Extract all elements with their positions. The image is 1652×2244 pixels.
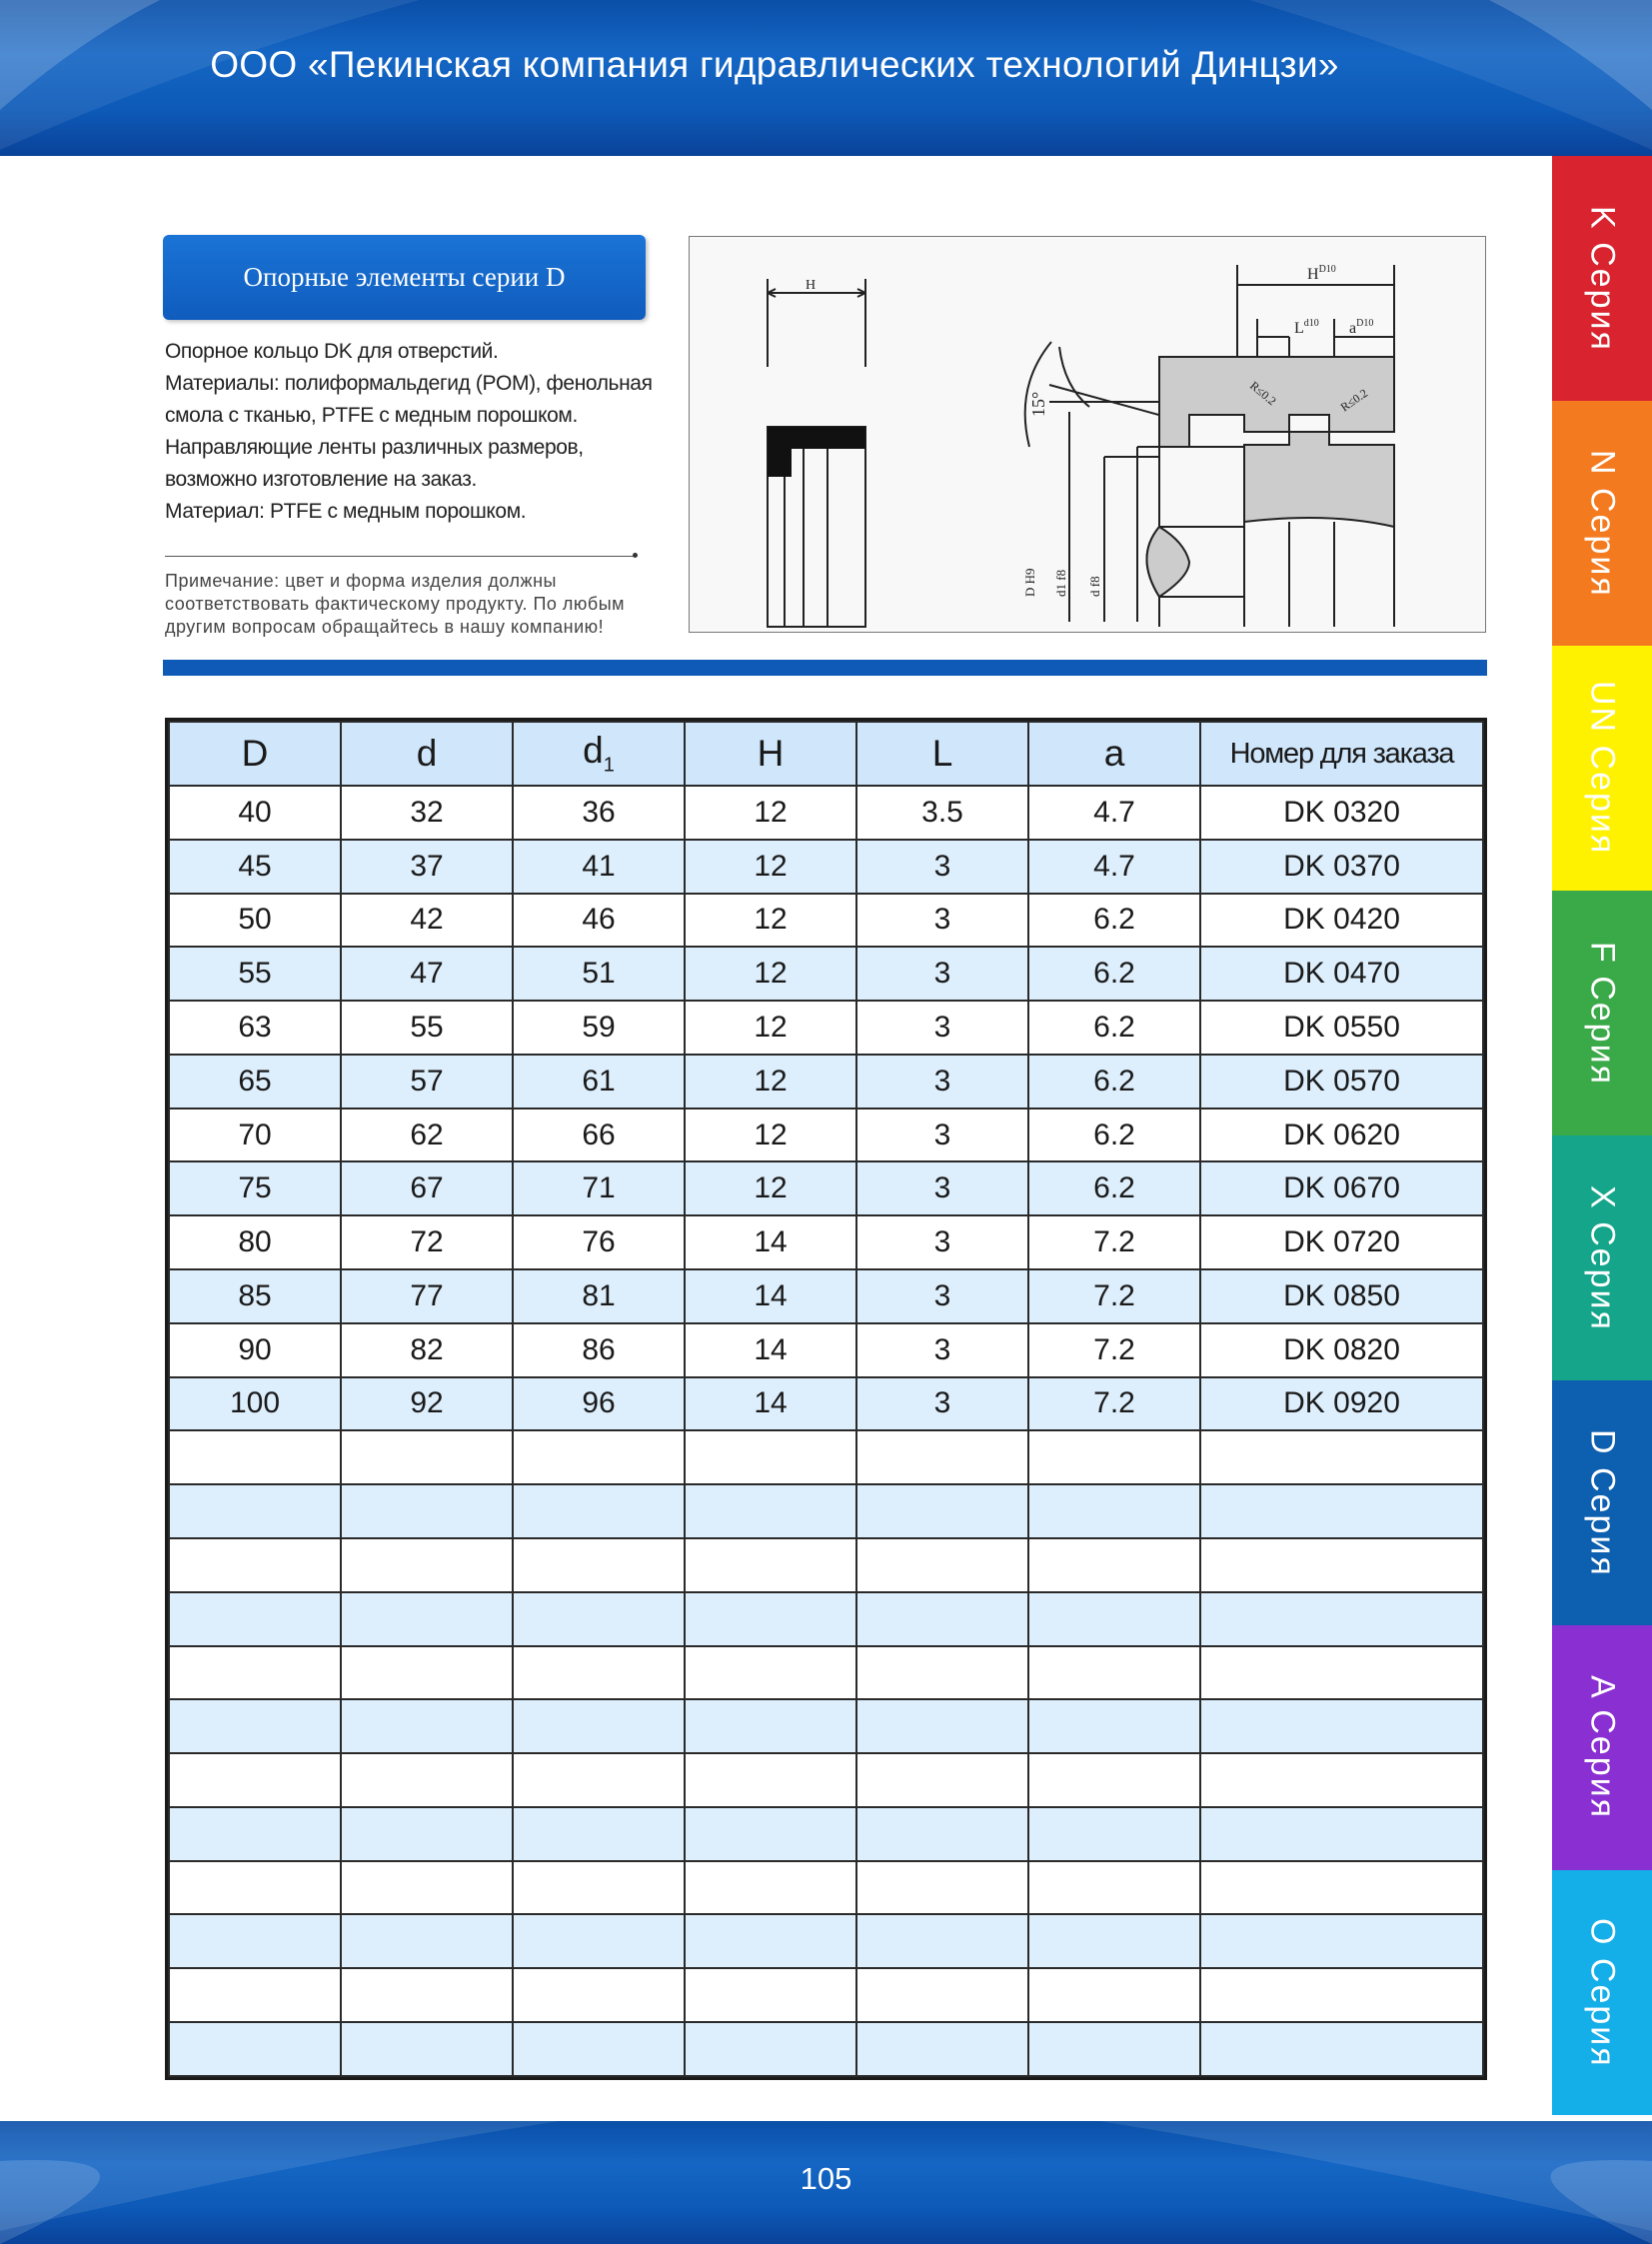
table-body [169,786,1483,2076]
empty-cell [1200,1538,1483,1592]
cell-d-outer: 50 [169,894,341,948]
empty-cell [685,1430,856,1484]
empty-cell [169,1807,341,1861]
table-row-empty [169,1699,1483,1753]
table-row [169,1001,1483,1055]
empty-cell [856,1807,1028,1861]
empty-cell [685,1592,856,1646]
empty-cell [513,1484,685,1538]
radius-label-1: R≤0.2 [1247,378,1279,409]
cell-h: 12 [685,894,856,948]
empty-cell [685,1646,856,1700]
cell-a: 7.2 [1028,1269,1200,1323]
empty-cell [856,1592,1028,1646]
cell-a: 6.2 [1028,894,1200,948]
drawing-svg [690,237,1485,632]
cell-order-number: DK 0720 [1200,1215,1483,1269]
page-number: 105 [800,2161,852,2196]
empty-cell [856,1484,1028,1538]
empty-cell [1028,1430,1200,1484]
empty-cell [685,1538,856,1592]
diameter-label-df8: d f8 [1087,576,1102,597]
cell-d-inner: 47 [341,947,513,1001]
cell-h: 14 [685,1377,856,1431]
cell-d-inner: 55 [341,1001,513,1055]
empty-cell [856,1430,1028,1484]
cell-d-inner: 42 [341,894,513,948]
empty-cell [856,1646,1028,1700]
description-line: Опорное кольцо DK для отверстий. [165,340,499,363]
cell-d1: 46 [513,894,685,948]
table-row-empty [169,1430,1483,1484]
cell-h: 14 [685,1215,856,1269]
empty-cell [1200,1646,1483,1700]
cell-d-inner: 82 [341,1323,513,1377]
cell-order-number: DK 0370 [1200,840,1483,894]
empty-cell [169,1430,341,1484]
empty-cell [685,1753,856,1807]
empty-cell [513,1914,685,1968]
series-tabs [1552,156,1652,2115]
table-row-empty [169,1646,1483,1700]
empty-cell [685,1807,856,1861]
empty-cell [1028,1861,1200,1915]
empty-cell [856,1753,1028,1807]
description-line: возможно изготовление на заказ. [165,468,477,491]
table-row-empty [169,2022,1483,2076]
cell-d1: 51 [513,947,685,1001]
product-description [165,336,655,528]
empty-cell [513,1968,685,2022]
description-line: смола с тканью, PTFE с медным порошком. [165,404,578,427]
empty-cell [1028,1753,1200,1807]
cell-d-outer: 40 [169,786,341,840]
cell-h: 14 [685,1269,856,1323]
empty-cell [1200,2022,1483,2076]
page-footer [0,2121,1652,2244]
empty-cell [169,1646,341,1700]
cell-d-inner: 37 [341,840,513,894]
table-row [169,947,1483,1001]
empty-cell [169,1861,341,1915]
empty-cell [341,1430,513,1484]
empty-cell [341,1592,513,1646]
cell-d1: 36 [513,786,685,840]
cell-d1: 76 [513,1215,685,1269]
angle-label: 15° [1028,391,1048,417]
cell-order-number: DK 0820 [1200,1323,1483,1377]
empty-cell [513,1861,685,1915]
empty-cell [513,1538,685,1592]
series-tab[interactable] [1552,646,1652,891]
series-tab-label: K Серия [1583,205,1622,352]
table-row-empty [169,1753,1483,1807]
section-divider-bar [163,660,1487,676]
series-tab[interactable] [1552,401,1652,646]
cell-h: 12 [685,1001,856,1055]
cell-d1: 41 [513,840,685,894]
section-title-box [163,235,646,320]
cell-l: 3 [856,1215,1028,1269]
empty-cell [341,2022,513,2076]
table-row [169,786,1483,840]
cell-d1: 86 [513,1323,685,1377]
description-line: Материалы: полиформальдегид (POM), фенольная [165,372,653,395]
empty-cell [856,1968,1028,2022]
cell-order-number: DK 0620 [1200,1109,1483,1162]
empty-cell [1028,1484,1200,1538]
table-row-empty [169,1807,1483,1861]
cell-d-outer: 65 [169,1055,341,1109]
empty-cell [1200,1699,1483,1753]
empty-cell [513,1592,685,1646]
cell-l: 3 [856,1109,1028,1162]
section-title: Опорные элементы серии D [243,262,566,292]
cell-d1: 66 [513,1109,685,1162]
cell-d-inner: 32 [341,786,513,840]
description-line: Направляющие ленты различных размеров, [165,436,584,459]
cell-l: 3 [856,1377,1028,1431]
empty-cell [341,1861,513,1915]
empty-cell [169,1484,341,1538]
empty-cell [856,1914,1028,1968]
technical-drawing [689,236,1486,633]
cell-a: 4.7 [1028,840,1200,894]
note [165,570,645,639]
cell-d1: 61 [513,1055,685,1109]
empty-cell [1028,1699,1200,1753]
table-row [169,1269,1483,1323]
divider-dot [633,553,638,558]
dimensions-table [165,718,1487,2080]
dim-l: $L^{d10}$ [1294,318,1319,337]
cell-l: 3 [856,1001,1028,1055]
cell-h: 12 [685,786,856,840]
company-title: ООО «Пекинская компания гидравлических технологий Динцзи» [210,44,1339,85]
cell-a: 6.2 [1028,1161,1200,1215]
table-row [169,1109,1483,1162]
empty-cell [856,1538,1028,1592]
table-row-empty [169,1538,1483,1592]
cell-d1: 59 [513,1001,685,1055]
cell-d-inner: 92 [341,1377,513,1431]
cell-l: 3 [856,1269,1028,1323]
series-tab-label: UN Серия [1583,681,1622,856]
series-tab-label: D Серия [1583,1428,1622,1577]
series-tab[interactable] [1552,1870,1652,2115]
cell-a: 6.2 [1028,1109,1200,1162]
empty-cell [1028,2022,1200,2076]
empty-cell [1028,1968,1200,2022]
empty-cell [341,1968,513,2022]
empty-cell [169,1914,341,1968]
diameter-label-dh9: D H9 [1022,568,1037,597]
cell-h: 12 [685,947,856,1001]
dim-h-right: $H^{D10}$ [1307,264,1336,283]
empty-cell [856,1861,1028,1915]
cell-order-number: DK 0920 [1200,1377,1483,1431]
cell-l: 3 [856,1055,1028,1109]
table-row-empty [169,1861,1483,1915]
empty-cell [341,1753,513,1807]
cell-l: 3 [856,894,1028,948]
column-header-h: H [685,722,856,786]
dim-a: $a^{D10}$ [1349,318,1374,337]
empty-cell [341,1807,513,1861]
table-row-empty [169,1914,1483,1968]
empty-cell [685,1699,856,1753]
empty-cell [856,2022,1028,2076]
cell-d-outer: 55 [169,947,341,1001]
series-tab[interactable] [1552,891,1652,1135]
column-header-l: L [856,722,1028,786]
cell-d-inner: 57 [341,1055,513,1109]
cell-d-outer: 85 [169,1269,341,1323]
empty-cell [685,1484,856,1538]
column-header-d-inner: d [341,722,513,786]
empty-cell [685,2022,856,2076]
radius-label-2: R≤0.2 [1337,386,1370,415]
cell-h: 12 [685,1055,856,1109]
cell-d-outer: 75 [169,1161,341,1215]
empty-cell [1028,1914,1200,1968]
cell-l: 3.5 [856,786,1028,840]
empty-cell [169,1968,341,2022]
empty-cell [1200,1914,1483,1968]
empty-cell [685,1861,856,1915]
cell-h: 14 [685,1323,856,1377]
note-line: соответствовать фактическому продукту. По любым [165,594,626,614]
cell-d-outer: 90 [169,1323,341,1377]
empty-cell [1028,1646,1200,1700]
empty-cell [856,1699,1028,1753]
empty-cell [169,1753,341,1807]
empty-cell [169,1699,341,1753]
cell-d-inner: 77 [341,1269,513,1323]
note-line: другим вопросам обращайтесь в нашу компанию! [165,617,605,637]
cell-a: 6.2 [1028,1055,1200,1109]
cell-order-number: DK 0850 [1200,1269,1483,1323]
cell-order-number: DK 0420 [1200,894,1483,948]
cell-order-number: DK 0470 [1200,947,1483,1001]
cell-l: 3 [856,1323,1028,1377]
empty-cell [341,1538,513,1592]
cell-d-outer: 45 [169,840,341,894]
empty-cell [1028,1538,1200,1592]
series-tab-label: N Серия [1583,449,1622,598]
series-tab[interactable] [1552,1135,1652,1380]
table-row-empty [169,1484,1483,1538]
table-row [169,840,1483,894]
empty-cell [1200,1592,1483,1646]
empty-cell [1200,1484,1483,1538]
empty-cell [169,1538,341,1592]
cell-a: 4.7 [1028,786,1200,840]
column-header-d1: $d_1$ [513,722,685,786]
cell-a: 6.2 [1028,1001,1200,1055]
empty-cell [1200,1968,1483,2022]
cell-d-inner: 72 [341,1215,513,1269]
cell-l: 3 [856,947,1028,1001]
series-tab-label: F Серия [1583,941,1622,1086]
note-line: Примечание: цвет и форма изделия должны [165,571,557,591]
empty-cell [513,1646,685,1700]
column-header-a: a [1028,722,1200,786]
empty-cell [341,1914,513,1968]
empty-cell [1028,1807,1200,1861]
series-tab-label: O Серия [1583,1917,1622,2068]
cell-order-number: DK 0550 [1200,1001,1483,1055]
table-row [169,1215,1483,1269]
table-header-row [169,722,1483,786]
empty-cell [1028,1592,1200,1646]
cell-a: 6.2 [1028,947,1200,1001]
empty-cell [513,1699,685,1753]
table-row [169,1055,1483,1109]
cell-d-outer: 80 [169,1215,341,1269]
cell-d-inner: 62 [341,1109,513,1162]
empty-cell [513,1430,685,1484]
table-row-empty [169,1592,1483,1646]
empty-cell [685,1914,856,1968]
series-tab[interactable] [1552,1625,1652,1870]
cell-order-number: DK 0670 [1200,1161,1483,1215]
cell-a: 7.2 [1028,1215,1200,1269]
dim-h-left: H [805,278,817,293]
table-row-empty [169,1968,1483,2022]
empty-cell [341,1646,513,1700]
column-header-d-outer: D [169,722,341,786]
cell-l: 3 [856,1161,1028,1215]
empty-cell [513,1753,685,1807]
empty-cell [1200,1807,1483,1861]
empty-cell [169,1592,341,1646]
empty-cell [513,1807,685,1861]
cell-d-outer: 70 [169,1109,341,1162]
description-line: Материал: PTFE с медным порошком. [165,500,527,523]
series-tab-label: X Серия [1583,1184,1622,1331]
series-tab-label: A Серия [1583,1675,1622,1820]
cell-d-outer: 63 [169,1001,341,1055]
cell-l: 3 [856,840,1028,894]
cell-h: 12 [685,1109,856,1162]
column-header-order-number: Номер для заказа [1200,722,1483,786]
cell-d1: 71 [513,1161,685,1215]
page-header [0,0,1652,156]
table-row [169,894,1483,948]
cell-d1: 96 [513,1377,685,1431]
empty-cell [1200,1861,1483,1915]
cell-h: 12 [685,1161,856,1215]
cell-h: 12 [685,840,856,894]
empty-cell [1200,1753,1483,1807]
divider [165,556,637,557]
cell-a: 7.2 [1028,1323,1200,1377]
table-row [169,1161,1483,1215]
cell-a: 7.2 [1028,1377,1200,1431]
table-row [169,1377,1483,1431]
cell-d1: 81 [513,1269,685,1323]
empty-cell [169,2022,341,2076]
empty-cell [513,2022,685,2076]
empty-cell [685,1968,856,2022]
cell-d-outer: 100 [169,1377,341,1431]
empty-cell [341,1699,513,1753]
series-tab[interactable] [1552,156,1652,401]
cell-order-number: DK 0320 [1200,786,1483,840]
empty-cell [1200,1430,1483,1484]
table-row [169,1323,1483,1377]
cell-order-number: DK 0570 [1200,1055,1483,1109]
diameter-label-d1f8: d1 f8 [1053,569,1068,597]
series-tab[interactable] [1552,1380,1652,1625]
empty-cell [341,1484,513,1538]
cell-d-inner: 67 [341,1161,513,1215]
